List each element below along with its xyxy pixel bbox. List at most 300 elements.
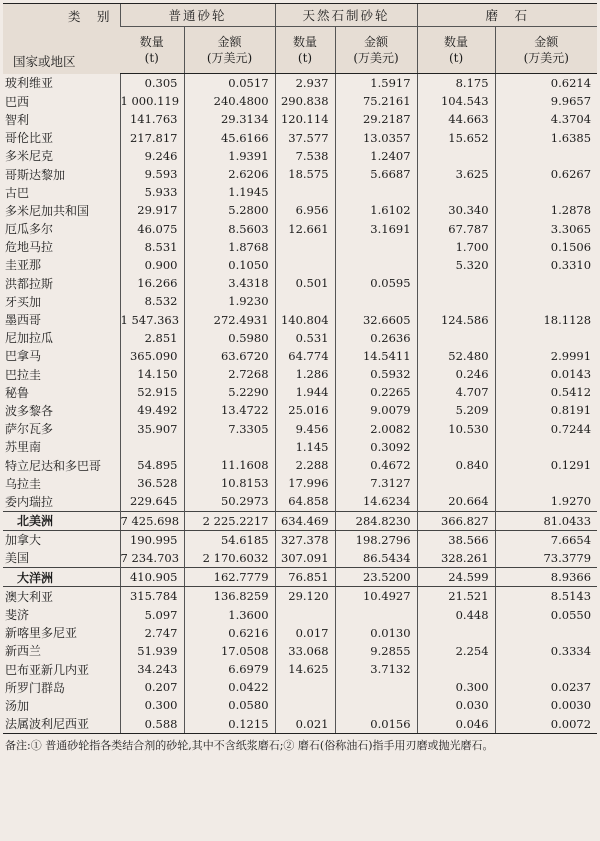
table-row [3, 165, 597, 183]
quantity-cell: 12.661 [275, 220, 335, 238]
quantity-cell: 366.827 [417, 511, 495, 530]
amount-cell: 13.0357 [335, 129, 417, 147]
amount-cell: 50.2973 [184, 492, 275, 511]
quantity-cell: 0.021 [275, 715, 335, 734]
quantity-cell: 64.858 [275, 492, 335, 511]
table-row [3, 92, 597, 110]
amount-cell: 1.2407 [335, 147, 417, 165]
amount-cell: 45.6166 [184, 129, 275, 147]
quantity-cell: 140.804 [275, 310, 335, 328]
quantity-cell: 0.305 [120, 74, 184, 93]
table-row [3, 256, 597, 274]
quantity-cell [275, 696, 335, 714]
header-row-groups [3, 4, 597, 27]
amount-cell: 32.6605 [335, 310, 417, 328]
quantity-cell: 0.030 [417, 696, 495, 714]
country-name-cell: 哥斯达黎加 [5, 167, 66, 182]
quantity-cell: 5.097 [120, 605, 184, 623]
quantity-cell: 0.588 [120, 715, 184, 734]
country-name-cell: 美国 [5, 551, 30, 566]
amount-cell: 2 170.6032 [184, 549, 275, 568]
amount-cell: 54.6185 [184, 530, 275, 549]
quantity-cell: 34.243 [120, 660, 184, 678]
group-header-natural-stone-wheel: 天然石制砂轮 [275, 4, 417, 27]
region-row [3, 511, 597, 530]
amount-cell: 2.9991 [495, 347, 597, 365]
quantity-cell: 0.300 [120, 696, 184, 714]
amount-cell: 162.7779 [184, 568, 275, 587]
amount-cell: 0.6267 [495, 165, 597, 183]
grinding-wheel-trade-table [3, 3, 597, 734]
table-row [3, 401, 597, 419]
quantity-cell: 365.090 [120, 347, 184, 365]
amount-cell: 9.9657 [495, 92, 597, 110]
table-row [3, 549, 597, 568]
table-row [3, 310, 597, 328]
quantity-cell [417, 329, 495, 347]
table-row [3, 420, 597, 438]
amount-cell [184, 438, 275, 456]
table-row [3, 147, 597, 165]
amount-cell: 23.5200 [335, 568, 417, 587]
quantity-cell: 141.763 [120, 110, 184, 128]
amount-cell: 0.2636 [335, 329, 417, 347]
country-name-cell: 北美洲 [3, 511, 120, 530]
country-name-cell: 苏里南 [5, 440, 42, 455]
country-name-cell: 特立尼达和多巴哥 [5, 458, 102, 473]
quantity-cell: 6.956 [275, 201, 335, 219]
quantity-cell: 67.787 [417, 220, 495, 238]
table-row [3, 492, 597, 511]
amount-cell [335, 696, 417, 714]
table-row [3, 365, 597, 383]
quantity-cell: 2.937 [275, 74, 335, 93]
quantity-cell: 52.480 [417, 347, 495, 365]
amount-cell: 0.0143 [495, 365, 597, 383]
quantity-cell: 30.340 [417, 201, 495, 219]
country-name-cell: 乌拉圭 [5, 476, 42, 491]
amount-cell: 1.9230 [184, 292, 275, 310]
quantity-cell: 315.784 [120, 587, 184, 606]
table-row [3, 642, 597, 660]
quantity-cell: 0.300 [417, 678, 495, 696]
quantity-cell: 44.663 [417, 110, 495, 128]
quantity-cell: 9.593 [120, 165, 184, 183]
country-name-cell: 法属波利尼西亚 [3, 715, 120, 734]
amount-cell: 8.5603 [184, 220, 275, 238]
amount-cell: 136.8259 [184, 587, 275, 606]
amount-cell: 1.9391 [184, 147, 275, 165]
quantity-cell: 5.933 [120, 183, 184, 201]
table-row [3, 220, 597, 238]
table-row [3, 110, 597, 128]
amount-cell: 0.5932 [335, 365, 417, 383]
quantity-cell: 16.266 [120, 274, 184, 292]
amount-cell: 0.0030 [495, 696, 597, 714]
quantity-cell: 104.543 [417, 92, 495, 110]
amount-cell: 2.7268 [184, 365, 275, 383]
amount-cell: 0.0550 [495, 605, 597, 623]
amount-cell: 6.6979 [184, 660, 275, 678]
quantity-cell [275, 605, 335, 623]
amount-cell: 29.3134 [184, 110, 275, 128]
amount-cell: 0.5980 [184, 329, 275, 347]
country-name-cell: 所罗门群岛 [5, 680, 66, 695]
amount-cell [495, 438, 597, 456]
amount-cell: 10.8153 [184, 474, 275, 492]
quantity-cell [275, 238, 335, 256]
amount-cell: 11.1608 [184, 456, 275, 474]
quantity-cell [120, 438, 184, 456]
quantity-cell: 49.492 [120, 401, 184, 419]
amount-cell: 284.8230 [335, 511, 417, 530]
quantity-cell: 20.664 [417, 492, 495, 511]
amount-cell: 13.4722 [184, 401, 275, 419]
quantity-cell: 9.456 [275, 420, 335, 438]
quantity-cell: 9.246 [120, 147, 184, 165]
amount-cell: 1.9270 [495, 492, 597, 511]
table-body [3, 74, 597, 734]
country-name-cell: 玻利维亚 [5, 76, 54, 91]
amount-cell: 7.6654 [495, 530, 597, 549]
amount-cell: 5.2290 [184, 383, 275, 401]
quantity-cell [417, 147, 495, 165]
table-row [3, 715, 597, 734]
amount-cell: 2.0082 [335, 420, 417, 438]
quantity-cell: 17.996 [275, 474, 335, 492]
quantity-cell: 46.075 [120, 220, 184, 238]
country-name-cell: 波多黎各 [5, 403, 54, 418]
amount-cell: 0.1215 [184, 715, 275, 734]
amount-cell: 0.5412 [495, 383, 597, 401]
country-name-cell: 巴拉圭 [5, 367, 42, 382]
quantity-label: 数量 [293, 35, 318, 49]
country-name-cell: 多米尼加共和国 [5, 203, 90, 218]
quantity-cell [417, 183, 495, 201]
amount-unit: (万美元) [206, 51, 253, 65]
quantity-cell: 327.378 [275, 530, 335, 549]
quantity-cell: 7 425.698 [120, 511, 184, 530]
amount-cell [495, 474, 597, 492]
country-name-cell: 墨西哥 [5, 313, 42, 328]
group-header-ordinary-wheel: 普通砂轮 [120, 4, 275, 27]
amount-label: 金额 [217, 35, 242, 49]
quantity-cell: 0.900 [120, 256, 184, 274]
quantity-cell: 0.046 [417, 715, 495, 734]
country-name-cell: 秘鲁 [5, 385, 30, 400]
amount-header [335, 27, 417, 74]
country-name-cell: 圭亚那 [5, 258, 42, 273]
amount-label: 金额 [364, 35, 389, 49]
amount-cell [495, 147, 597, 165]
amount-cell: 7.3127 [335, 474, 417, 492]
amount-cell: 7.3305 [184, 420, 275, 438]
quantity-cell: 1.944 [275, 383, 335, 401]
country-name-cell: 智利 [5, 112, 30, 127]
amount-cell: 1.8768 [184, 238, 275, 256]
quantity-cell: 0.017 [275, 624, 335, 642]
amount-cell: 1.3600 [184, 605, 275, 623]
amount-cell: 0.7244 [495, 420, 597, 438]
quantity-cell: 33.068 [275, 642, 335, 660]
amount-cell: 14.6234 [335, 492, 417, 511]
amount-unit: (万美元) [523, 51, 569, 65]
quantity-cell: 7.538 [275, 147, 335, 165]
quantity-unit: (t) [144, 51, 159, 65]
quantity-cell: 2.851 [120, 329, 184, 347]
table-row [3, 238, 597, 256]
quantity-cell [417, 624, 495, 642]
amount-cell [495, 292, 597, 310]
quantity-cell: 2.747 [120, 624, 184, 642]
amount-cell [335, 256, 417, 274]
amount-cell: 9.2855 [335, 642, 417, 660]
country-name-cell: 巴拿马 [5, 349, 42, 364]
amount-cell: 86.5434 [335, 549, 417, 568]
quantity-cell: 0.207 [120, 678, 184, 696]
table-row [3, 696, 597, 714]
quantity-cell [275, 256, 335, 274]
quantity-cell: 14.625 [275, 660, 335, 678]
quantity-cell: 3.625 [417, 165, 495, 183]
quantity-cell [275, 292, 335, 310]
amount-cell: 0.4672 [335, 456, 417, 474]
quantity-cell: 38.566 [417, 530, 495, 549]
table-row [3, 605, 597, 623]
quantity-cell: 217.817 [120, 129, 184, 147]
quantity-cell: 24.599 [417, 568, 495, 587]
quantity-cell: 76.851 [275, 568, 335, 587]
amount-cell: 0.1050 [184, 256, 275, 274]
quantity-cell: 10.530 [417, 420, 495, 438]
country-name-cell: 洪都拉斯 [5, 276, 54, 291]
amount-cell: 9.0079 [335, 401, 417, 419]
amount-cell: 10.4927 [335, 587, 417, 606]
quantity-cell: 190.995 [120, 530, 184, 549]
quantity-cell: 37.577 [275, 129, 335, 147]
quantity-cell: 8.175 [417, 74, 495, 93]
amount-cell: 0.0130 [335, 624, 417, 642]
amount-cell: 0.0237 [495, 678, 597, 696]
country-name-cell: 危地马拉 [5, 240, 54, 255]
table-row [3, 383, 597, 401]
quantity-cell: 15.652 [417, 129, 495, 147]
country-name-cell: 多米尼克 [5, 149, 54, 164]
amount-cell: 0.6214 [495, 74, 597, 93]
amount-cell: 0.0422 [184, 678, 275, 696]
table-row [3, 660, 597, 678]
amount-cell: 14.5411 [335, 347, 417, 365]
quantity-cell: 634.469 [275, 511, 335, 530]
quantity-cell: 2.254 [417, 642, 495, 660]
amount-cell: 0.3334 [495, 642, 597, 660]
quantity-cell: 307.091 [275, 549, 335, 568]
amount-cell: 63.6720 [184, 347, 275, 365]
amount-header [495, 27, 597, 74]
amount-cell: 0.8191 [495, 401, 597, 419]
country-name-cell: 巴布亚新几内亚 [5, 662, 90, 677]
quantity-cell: 0.501 [275, 274, 335, 292]
group-header-whetstone: 磨 石 [417, 4, 597, 27]
quantity-cell: 29.917 [120, 201, 184, 219]
table-row [3, 678, 597, 696]
amount-cell: 0.3092 [335, 438, 417, 456]
quantity-cell: 52.915 [120, 383, 184, 401]
quantity-cell: 1.145 [275, 438, 335, 456]
country-name-cell: 汤加 [5, 698, 30, 713]
quantity-cell: 2.288 [275, 456, 335, 474]
table-row [3, 292, 597, 310]
amount-cell: 8.5143 [495, 587, 597, 606]
table-row [3, 438, 597, 456]
amount-cell: 0.1291 [495, 456, 597, 474]
amount-cell: 0.0580 [184, 696, 275, 714]
country-name-cell: 大洋洲 [3, 568, 120, 587]
quantity-cell: 21.521 [417, 587, 495, 606]
quantity-cell: 35.907 [120, 420, 184, 438]
corner-header-cell [3, 4, 120, 74]
quantity-cell: 18.575 [275, 165, 335, 183]
amount-cell [495, 183, 597, 201]
amount-cell [495, 329, 597, 347]
quantity-cell: 5.320 [417, 256, 495, 274]
amount-cell: 0.6216 [184, 624, 275, 642]
quantity-cell [417, 274, 495, 292]
table-row [3, 347, 597, 365]
amount-unit: (万美元) [353, 51, 399, 65]
amount-cell [495, 274, 597, 292]
quantity-unit: (t) [297, 51, 313, 65]
amount-cell: 29.2187 [335, 110, 417, 128]
amount-cell: 4.3704 [495, 110, 597, 128]
country-name-cell: 新西兰 [5, 644, 42, 659]
amount-cell: 18.1128 [495, 310, 597, 328]
amount-cell: 3.7132 [335, 660, 417, 678]
quantity-cell: 229.645 [120, 492, 184, 511]
country-name-cell: 巴西 [5, 94, 30, 109]
amount-cell [335, 183, 417, 201]
amount-cell: 240.4800 [184, 92, 275, 110]
amount-cell: 1.5917 [335, 74, 417, 93]
quantity-cell: 7 234.703 [120, 549, 184, 568]
quantity-header [417, 27, 495, 74]
amount-cell: 3.3065 [495, 220, 597, 238]
quantity-cell: 36.528 [120, 474, 184, 492]
amount-cell: 3.4318 [184, 274, 275, 292]
quantity-cell: 1.286 [275, 365, 335, 383]
region-row [3, 568, 597, 587]
amount-cell: 5.6687 [335, 165, 417, 183]
table-row [3, 183, 597, 201]
quantity-label: 数量 [444, 35, 469, 49]
category-label: 类 别 [67, 9, 112, 24]
quantity-cell: 120.114 [275, 110, 335, 128]
table-row [3, 129, 597, 147]
country-name-cell: 新喀里多尼亚 [5, 626, 78, 641]
table-row [3, 624, 597, 642]
table-row [3, 530, 597, 549]
quantity-cell: 4.707 [417, 383, 495, 401]
quantity-cell [417, 292, 495, 310]
amount-header [184, 27, 275, 74]
amount-cell: 8.9366 [495, 568, 597, 587]
quantity-cell: 290.838 [275, 92, 335, 110]
amount-cell: 0.0156 [335, 715, 417, 734]
quantity-cell [417, 474, 495, 492]
amount-cell: 3.1691 [335, 220, 417, 238]
amount-cell: 2.6206 [184, 165, 275, 183]
quantity-cell: 0.531 [275, 329, 335, 347]
amount-cell: 81.0433 [495, 511, 597, 530]
amount-cell [335, 678, 417, 696]
statistics-table-page [3, 3, 597, 753]
quantity-unit: (t) [448, 51, 464, 65]
quantity-cell: 5.209 [417, 401, 495, 419]
country-name-cell: 委内瑞拉 [5, 494, 54, 509]
amount-cell: 1.2878 [495, 201, 597, 219]
quantity-cell: 29.120 [275, 587, 335, 606]
quantity-cell: 0.448 [417, 605, 495, 623]
amount-cell [335, 605, 417, 623]
amount-cell: 0.2265 [335, 383, 417, 401]
quantity-cell: 25.016 [275, 401, 335, 419]
quantity-label: 数量 [139, 35, 164, 49]
table-row [3, 274, 597, 292]
country-name-cell: 尼加拉瓜 [5, 331, 54, 346]
quantity-cell [417, 438, 495, 456]
quantity-header [275, 27, 335, 74]
quantity-cell: 14.150 [120, 365, 184, 383]
quantity-cell: 8.531 [120, 238, 184, 256]
country-name-cell: 牙买加 [5, 294, 42, 309]
quantity-cell [275, 183, 335, 201]
table-row [3, 587, 597, 606]
quantity-cell: 0.840 [417, 456, 495, 474]
country-name-cell: 斐济 [5, 608, 30, 623]
amount-cell: 0.0595 [335, 274, 417, 292]
quantity-cell: 410.905 [120, 568, 184, 587]
table-row [3, 456, 597, 474]
amount-cell: 75.2161 [335, 92, 417, 110]
amount-cell [495, 660, 597, 678]
quantity-cell: 1 000.119 [120, 92, 184, 110]
amount-cell: 0.0517 [184, 74, 275, 93]
table-row [3, 201, 597, 219]
table-row [3, 74, 597, 93]
amount-label: 金额 [534, 35, 559, 49]
amount-cell: 17.0508 [184, 642, 275, 660]
amount-cell: 5.2800 [184, 201, 275, 219]
table-row [3, 474, 597, 492]
quantity-header [120, 27, 184, 74]
amount-cell [495, 624, 597, 642]
country-name-cell: 萨尔瓦多 [5, 422, 54, 437]
country-name-cell: 澳大利亚 [5, 589, 54, 604]
table-footnote: 备注:① 普通砂轮指各类结合剂的砂轮,其中不含纸浆磨石;② 磨石(俗称油石)指手用刃磨或抛光磨石。 [5, 738, 494, 752]
amount-cell: 198.2796 [335, 530, 417, 549]
amount-cell: 0.3310 [495, 256, 597, 274]
amount-cell: 1.6102 [335, 201, 417, 219]
amount-cell: 0.1506 [495, 238, 597, 256]
amount-cell: 73.3779 [495, 549, 597, 568]
quantity-cell [275, 678, 335, 696]
quantity-cell: 1 547.363 [120, 310, 184, 328]
quantity-cell: 8.532 [120, 292, 184, 310]
country-name-cell: 古巴 [5, 185, 30, 200]
quantity-cell: 124.586 [417, 310, 495, 328]
quantity-cell: 64.774 [275, 347, 335, 365]
quantity-cell [417, 660, 495, 678]
